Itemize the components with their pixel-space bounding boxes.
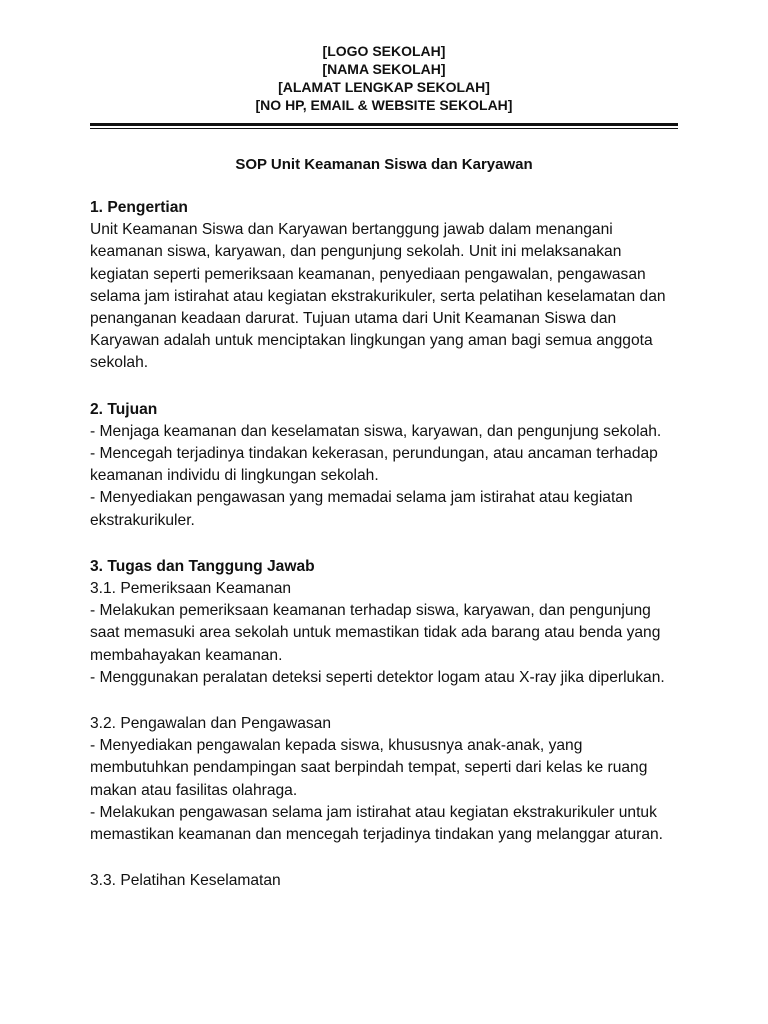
list-item: - Menjaga keamanan dan keselamatan siswa, karyawan, dan pengunjung sekolah.	[90, 422, 662, 440]
section-tujuan	[90, 399, 678, 532]
document-title: SOP Unit Keamanan Siswa dan Karyawan	[235, 156, 533, 173]
section-paragraph: Unit Keamanan Siswa dan Karyawan bertanggung jawab dalam menangani keamanan siswa, karyawan, dan pengunjung sekolah. Unit ini melaksanakan kegiatan seperti pemeriksaan keamanan, penyediaan pengawalan, pengawasan selama jam istirahat atau kegiatan ekstrakurikuler, serta pelatihan keselamatan dan penanganan keadaan darurat. Tujuan utama dari Unit Keamanan Siswa dan Karyawan adalah untuk menciptakan lingkungan yang aman bagi semua anggota sekolah.	[90, 221, 666, 372]
section-heading: 1. Pengertian	[90, 199, 188, 216]
list-item: - Menyediakan pengawasan yang memadai selama jam istirahat atau kegiatan ekstrakurikuler.	[90, 489, 633, 529]
section-pengertian	[90, 197, 678, 375]
section-heading: 2. Tujuan	[90, 400, 158, 418]
school-logo-placeholder: [LOGO SEKOLAH]	[322, 43, 446, 59]
list-item: - Menggunakan peralatan deteksi seperti detektor logam atau X-ray jika diperlukan.	[90, 668, 665, 686]
subsection-heading: 3.2. Pengawalan dan Pengawasan	[90, 715, 332, 733]
school-contact: [NO HP, EMAIL & WEBSITE SEKOLAH]	[255, 97, 513, 113]
subsection-heading: 3.3. Pelatihan Keselamatan	[90, 872, 281, 890]
subsection-heading: 3.1. Pemeriksaan Keamanan	[90, 580, 292, 598]
section-heading: 3. Tugas dan Tanggung Jawab	[90, 557, 315, 575]
list-item: - Melakukan pemeriksaan keamanan terhadap siswa, karyawan, dan pengunjung saat memasuki area sekolah untuk memastikan tidak ada barang atau benda yang membahayakan keamanan.	[90, 602, 661, 664]
school-name: [NAMA SEKOLAH]	[322, 61, 446, 77]
list-item: - Menyediakan pengawalan kepada siswa, khususnya anak-anak, yang membutuhkan pendampingan saat berpindah tempat, seperti dari kelas ke ruang makan atau fasilitas olahraga.	[90, 737, 648, 799]
section-tugas	[90, 556, 678, 893]
list-item: - Melakukan pengawasan selama jam istirahat atau kegiatan ekstrakurikuler untuk memastikan keamanan dan mencegah terjadinya tindakan yang melanggar aturan.	[90, 803, 663, 844]
letterhead	[90, 42, 678, 114]
letterhead-rule-thin	[90, 128, 678, 129]
school-address: [ALAMAT LENGKAP SEKOLAH]	[278, 79, 490, 95]
letterhead-rule-thick	[90, 123, 678, 126]
list-item: - Mencegah terjadinya tindakan kekerasan, perundungan, atau ancaman terhadap keamanan individu di lingkungan sekolah.	[90, 445, 658, 485]
